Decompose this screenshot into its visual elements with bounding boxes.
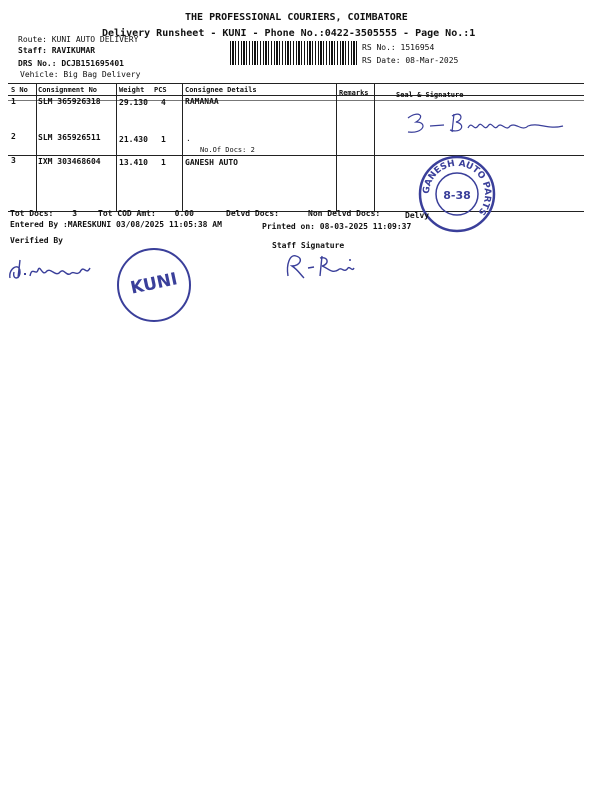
- verified-by-label: Verified By: [10, 236, 63, 245]
- drs-value: DCJB151695401: [61, 59, 124, 68]
- rs-date-row: [362, 56, 458, 65]
- kuni-stamp-text: KUNI: [128, 269, 180, 299]
- row3-consignment: IXM 303468604: [38, 157, 101, 166]
- row3-consignee: GANESH AUTO: [185, 158, 238, 167]
- row2-pcs: 1: [161, 135, 166, 144]
- company-title: THE PROFESSIONAL COURIERS, COIMBATORE: [185, 12, 408, 23]
- row1-consignee: RAMANAA: [185, 97, 219, 106]
- row1-sno: 1: [11, 97, 16, 106]
- col-header-consignment: Consignment No: [38, 86, 98, 94]
- row3-pcs: 1: [161, 158, 166, 167]
- row2-consignment: SLM 365926511: [38, 133, 101, 142]
- tot-docs-label: Tot Docs:: [10, 209, 54, 218]
- staff-label: Staff:: [18, 46, 47, 55]
- staff-value: RAVIKUMAR: [51, 46, 96, 55]
- tot-docs-value: 3: [72, 209, 78, 218]
- barcode: [230, 41, 358, 65]
- row2-sno: 2: [11, 132, 16, 141]
- col-divider-1: [36, 83, 37, 211]
- delvy-label: Delvy: [405, 211, 430, 220]
- rs-no-row: [362, 43, 434, 52]
- table-row-divider: [8, 155, 584, 156]
- col-header-remarks: Remarks: [339, 89, 369, 97]
- drs-row: [18, 59, 124, 68]
- col-header-pcs: PCS: [154, 86, 167, 94]
- col-header-weight: Weight: [119, 86, 145, 94]
- route-row: [18, 35, 138, 44]
- rs-date-value: 08-Mar-2025: [405, 56, 459, 65]
- col-header-sno: S No: [11, 86, 28, 94]
- staff-signature-label: Staff Signature: [272, 241, 345, 250]
- table-bottom-border: [8, 211, 584, 212]
- staff-row: [18, 46, 95, 55]
- table-header-border: [8, 95, 584, 96]
- tot-cod-value: 0.00: [174, 209, 194, 218]
- col-divider-3: [182, 83, 183, 211]
- rs-no-value: 1516954: [400, 43, 435, 52]
- rs-no-label: RS No.:: [362, 43, 396, 52]
- ganesh-auto-stamp: [418, 155, 496, 233]
- col-header-consignee: Consignee Details: [185, 86, 257, 94]
- printed-on: Printed on: 08-03-2025 11:09:37: [262, 222, 412, 231]
- row1-pcs: 4: [161, 98, 166, 107]
- col-header-seal: Seal & Signature: [396, 91, 464, 99]
- row1-consignment: SLM 365926318: [38, 97, 101, 106]
- rs-date-label: RS Date:: [362, 56, 401, 65]
- row2-weight: 21.430: [119, 135, 148, 144]
- delvd-docs-label: Delvd Docs:: [226, 209, 279, 218]
- vehicle-label: Vehicle:: [20, 70, 59, 79]
- row1-weight: 29.130: [119, 98, 148, 107]
- route-label: Route:: [18, 35, 47, 44]
- table-top-border: [8, 83, 584, 84]
- row2-consignee: .: [186, 134, 191, 143]
- route-value: KUNI AUTO DELIVERY: [51, 35, 139, 44]
- verified-by-signature: [6, 254, 96, 284]
- vehicle-value: Big Bag Delivery: [63, 70, 141, 79]
- drs-label: DRS No.:: [18, 59, 57, 68]
- col-divider-2: [116, 83, 117, 211]
- runsheet-title: Delivery Runsheet - KUNI - Phone No.:0422-3505555 - Page No.:1: [102, 28, 476, 39]
- col-divider-5: [374, 83, 375, 211]
- tot-docs: [10, 209, 77, 218]
- vehicle-row: [20, 70, 140, 79]
- row3-sno: 3: [11, 156, 16, 165]
- col-divider-4: [336, 83, 337, 211]
- tot-cod-label: Tot COD Amt:: [98, 209, 156, 218]
- staff-signature: [282, 252, 360, 280]
- row2-note: No.Of Docs: 2: [200, 146, 255, 154]
- seal-signature-scribble: [398, 108, 573, 140]
- ganesh-stamp-date: 8-38: [443, 189, 471, 202]
- entered-by: Entered By :MARESKUNI 03/08/2025 11:05:38 AM: [10, 220, 222, 229]
- tot-cod: [98, 209, 194, 218]
- kuni-stamp: [117, 248, 191, 322]
- ganesh-stamp-ring-text: GANESH AUTO PARTS: [421, 158, 493, 217]
- row3-weight: 13.410: [119, 158, 148, 167]
- non-delvd-docs-label: Non Delvd Docs:: [308, 209, 381, 218]
